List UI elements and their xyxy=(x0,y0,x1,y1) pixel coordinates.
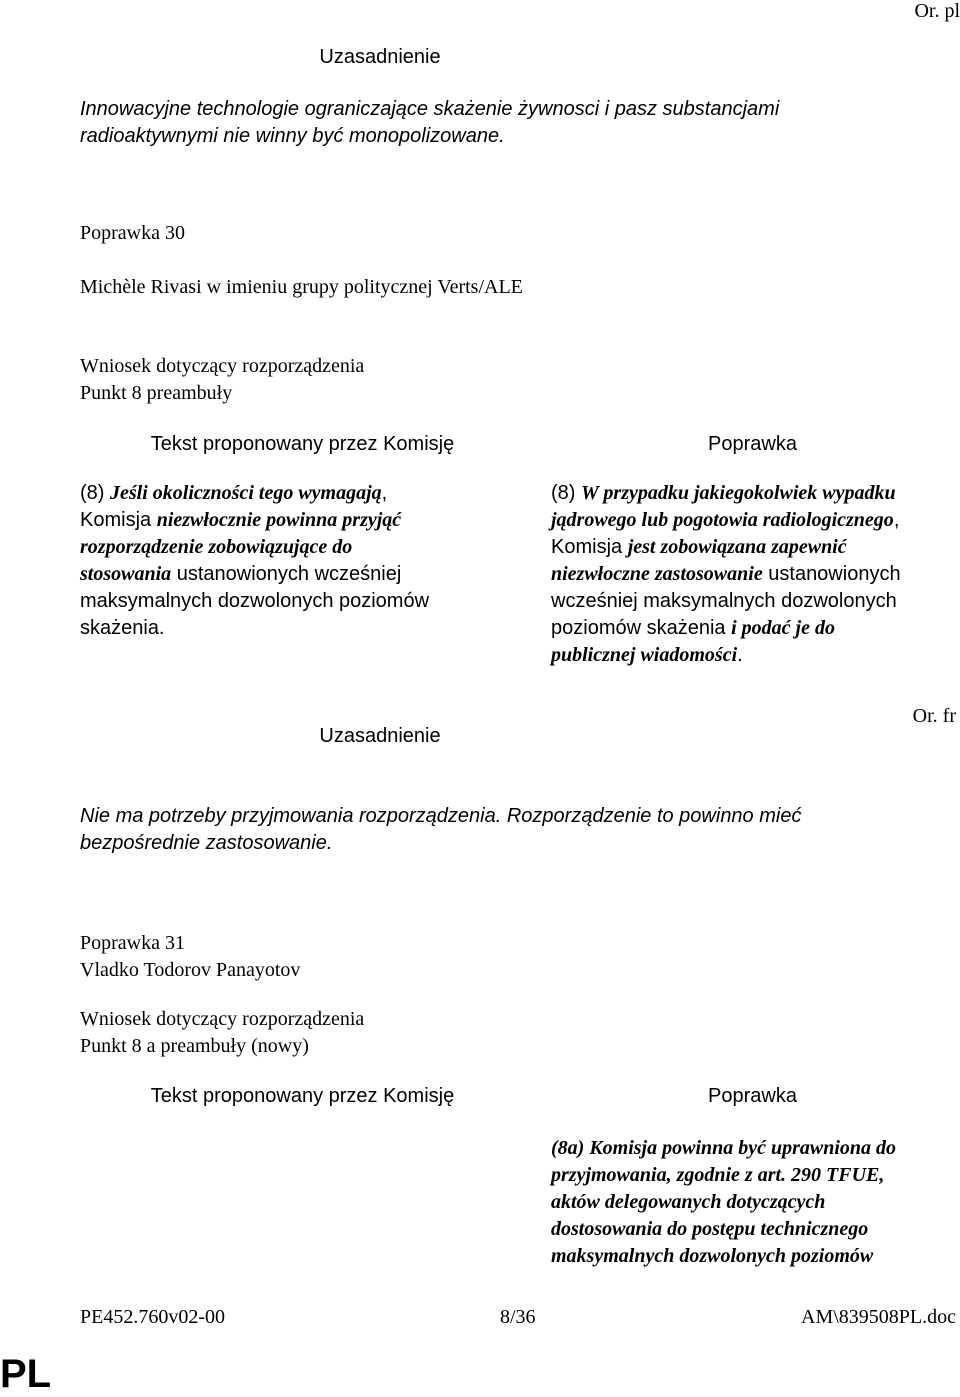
amendment-text xyxy=(551,1135,896,1270)
amendment-title: Poprawka 30 xyxy=(80,222,185,244)
text-line: Komisja niezwłocznie powinna przyjąć xyxy=(80,509,402,531)
amendment-author: Michèle Rivasi w imieniu grupy politycznej Verts/ALE xyxy=(80,276,523,298)
justification-heading: Uzasadnienie xyxy=(319,725,441,747)
footer-language-code: PL xyxy=(0,1352,52,1396)
point-line: Punkt 8 preambuły xyxy=(80,382,233,404)
text-line: (8a) Komisja powinna być uprawniona do xyxy=(551,1137,897,1159)
proposal-reference xyxy=(80,353,364,407)
text-line: stosowania ustanowionych wcześniej xyxy=(80,563,402,585)
justification-text xyxy=(80,96,779,150)
text-line: jądrowego lub pogotowia radiologicznego, xyxy=(551,509,900,531)
text-line: Komisja jest zobowiązana zapewnić xyxy=(551,536,847,558)
text-line: wcześniej maksymalnych dozwolonych xyxy=(551,590,897,612)
commission-text xyxy=(80,480,429,642)
proposal-reference xyxy=(80,1006,364,1060)
justification-heading: Uzasadnienie xyxy=(319,46,441,68)
column-header-commission: Tekst proponowany przez Komisję xyxy=(150,1085,455,1107)
text-line: radioaktywnymi nie winny być monopolizowane. xyxy=(80,125,505,147)
text-line: bezpośrednie zastosowanie. xyxy=(80,832,333,854)
text-line: przyjmowania, zgodnie z art. 290 TFUE, xyxy=(551,1164,885,1186)
text-line: skażenia. xyxy=(80,617,165,639)
text-line: Innowacyjne technologie ograniczające skażenie żywnosci i pasz substancjami xyxy=(80,98,780,120)
text-line: publicznej wiadomości. xyxy=(551,644,743,666)
origin-label-top: Or. pl xyxy=(914,0,960,22)
proposal-line: Wniosek dotyczący rozporządzenia xyxy=(80,355,365,377)
justification-text xyxy=(80,803,801,857)
text-line: aktów delegowanych dotyczących xyxy=(551,1191,826,1213)
column-header-amendment: Poprawka xyxy=(708,1085,797,1107)
text-line: maksymalnych dozwolonych poziomów xyxy=(80,590,430,612)
column-header-amendment: Poprawka xyxy=(708,433,797,455)
text-line: rozporządzenie zobowiązujące do xyxy=(80,536,353,558)
point-line: Punkt 8 a preambuły (nowy) xyxy=(80,1035,309,1057)
footer-document-number: PE452.760v02-00 xyxy=(80,1306,225,1328)
text-line: (8) Jeśli okoliczności tego wymagają, xyxy=(80,482,388,504)
footer-page-number: 8/36 xyxy=(500,1306,536,1328)
text-line: dostosowania do postępu technicznego xyxy=(551,1218,869,1240)
text-line: Nie ma potrzeby przyjmowania rozporządzenia. Rozporządzenie to powinno mieć xyxy=(80,805,802,827)
text-line: poziomów skażenia i podać je do xyxy=(551,617,835,639)
text-line: maksymalnych dozwolonych poziomów xyxy=(551,1245,874,1267)
footer-file-name: AM\839508PL.doc xyxy=(801,1306,956,1328)
amendment-author: Vladko Todorov Panayotov xyxy=(80,959,301,981)
text-line: (8) W przypadku jakiegokolwiek wypadku xyxy=(551,482,896,504)
text-line: niezwłoczne zastosowanie ustanowionych xyxy=(551,563,901,585)
column-header-commission: Tekst proponowany przez Komisję xyxy=(150,433,455,455)
amendment-text xyxy=(551,480,901,669)
origin-label: Or. fr xyxy=(912,705,956,727)
proposal-line: Wniosek dotyczący rozporządzenia xyxy=(80,1008,365,1030)
amendment-title: Poprawka 31 xyxy=(80,932,185,954)
amendment-heading xyxy=(80,930,300,984)
